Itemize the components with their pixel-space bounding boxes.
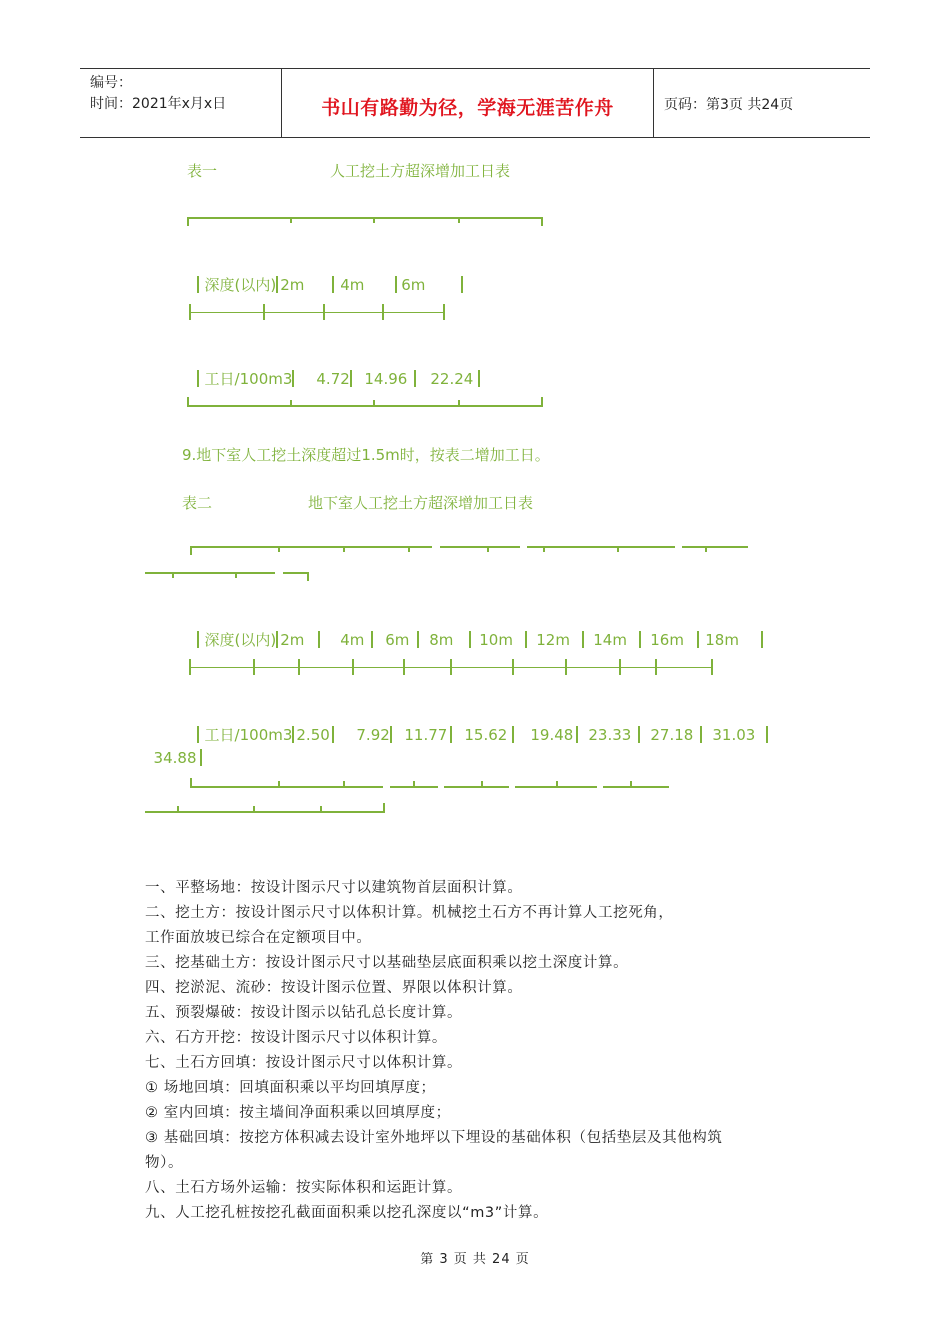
table2-depth-row (187, 611, 763, 650)
table2-value-cell: 23.33 (588, 726, 632, 744)
rule-line: ② 室内回填：按主墙间净面积乘以回填厚度； (145, 1105, 451, 1121)
motto: 书山有路勤为径，学海无涯苦作舟 (321, 96, 614, 119)
table1-workday-label: 工日/100m3 (204, 370, 293, 388)
rule-line: 四、挖淤泥、流砂：按设计图示位置、界限以体积计算。 (145, 980, 523, 996)
rule-line: 三、挖基础土方：按设计图示尺寸以基础垫层底面积乘以挖土深度计算。 (145, 955, 629, 971)
page-label: 页码：第3页 共24页 (664, 97, 794, 113)
table2-depth-cell: 6m (385, 631, 410, 649)
header-motto-cell (282, 69, 654, 137)
table1-depth-label: 深度(以内) (204, 276, 277, 294)
rule-line: 二、挖土方：按设计图示尺寸以体积计算。机械挖土石方不再计算人工挖死角， (145, 905, 674, 921)
table1-top-tick (187, 217, 189, 226)
table1-value-cell: 22.24 (430, 370, 474, 388)
table2-value-cell: 2.50 (296, 726, 330, 744)
table2-depth-cell: 18m (705, 631, 739, 649)
table2-depth-cell: 10m (479, 631, 513, 649)
table2-value-row-wrap (144, 731, 202, 767)
table2-top-border (190, 546, 432, 548)
table2-value-cell: 15.62 (464, 726, 508, 744)
table1-mid-border (190, 312, 445, 313)
table1-bottom-border (187, 405, 543, 407)
table1-depth-cell: 2m (280, 276, 305, 294)
table2-value-cell: 27.18 (650, 726, 694, 744)
table2-value-cell: 7.92 (356, 726, 390, 744)
table1-top-tick (290, 217, 292, 223)
table1-depth-cell: 4m (340, 276, 365, 294)
table2-depth-label: 深度(以内) (204, 631, 277, 649)
table2-depth-cell: 14m (593, 631, 627, 649)
header-page-cell (654, 69, 870, 137)
table1-depth-cell: 6m (401, 276, 426, 294)
table2-depth-cell: 8m (429, 631, 454, 649)
rule-line: 七、土石方回填：按设计图示尺寸以体积计算。 (145, 1055, 463, 1071)
table1-top-tick (541, 217, 543, 226)
rule-line: ③ 基础回填：按挖方体积减去设计室外地坪以下埋设的基础体积（包括垫层及其他构筑 (145, 1130, 723, 1146)
table2-value-cell: 34.88 (153, 749, 197, 767)
table2-label: 表二 (182, 494, 213, 512)
table2-value-cell: 31.03 (712, 726, 756, 744)
page-header (80, 68, 870, 138)
table1-value-cell: 14.96 (364, 370, 408, 388)
rule-line: 八、土石方场外运输：按实际体积和运距计算。 (145, 1180, 463, 1196)
code-label: 编号： (90, 75, 132, 91)
rule-line: ① 场地回填：回填面积乘以平均回填厚度； (145, 1080, 436, 1096)
table2-depth-cell: 16m (650, 631, 684, 649)
table2-depth-cell: 4m (340, 631, 365, 649)
table2-bottom-border (190, 786, 383, 788)
table1-value-cell: 4.72 (316, 370, 350, 388)
table1-top-tick (458, 217, 460, 223)
table2-workday-label: 工日/100m3 (204, 726, 293, 744)
note-9: 9.地下室人工挖土深度超过1.5m时，按表二增加工日。 (182, 446, 550, 464)
table1-top-border (187, 217, 543, 219)
table2-depth-cell: 12m (536, 631, 570, 649)
table1-title: 人工挖土方超深增加工日表 (330, 162, 511, 180)
table2-value-cell: 11.77 (404, 726, 448, 744)
rule-line: 工作面放坡已综合在定额项目中。 (145, 930, 372, 946)
rule-line: 一、平整场地：按设计图示尺寸以建筑物首层面积计算。 (145, 880, 523, 896)
page-footer: 第 3 页 共 24 页 (420, 1252, 530, 1267)
rule-line: 六、石方开挖：按设计图示尺寸以体积计算。 (145, 1030, 447, 1046)
table1-top-tick (373, 217, 375, 223)
rule-line: 物）。 (145, 1155, 184, 1171)
rule-line: 五、预裂爆破：按设计图示以钻孔总长度计算。 (145, 1005, 463, 1021)
table1-depth-row (187, 256, 463, 295)
table2-value-row (187, 706, 768, 745)
table2-title: 地下室人工挖土方超深增加工日表 (308, 494, 534, 512)
table1-label: 表一 (187, 162, 218, 180)
table1-value-row (187, 350, 480, 389)
time-label: 时间：2021年x月x日 (90, 96, 227, 112)
table2-depth-cell: 2m (280, 631, 305, 649)
rule-line: 九、人工挖孔桩按挖孔截面面积乘以挖孔深度以“m3”计算。 (145, 1205, 549, 1221)
table2-value-cell: 19.48 (530, 726, 574, 744)
header-meta (80, 69, 282, 137)
